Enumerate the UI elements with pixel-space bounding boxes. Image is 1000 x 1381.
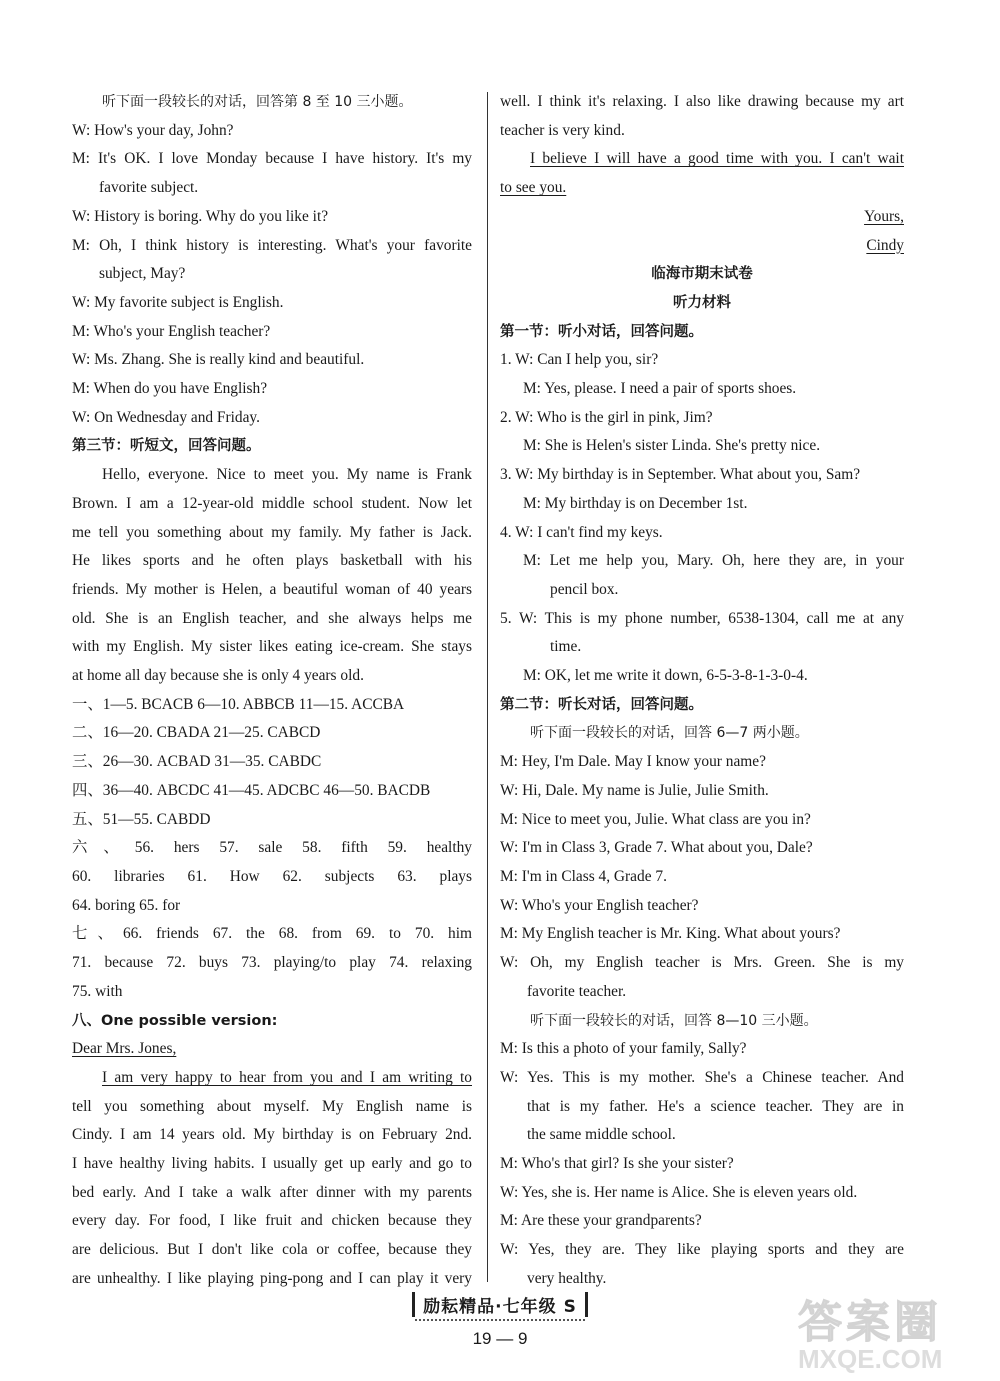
left-text-line: subject, May? (99, 265, 186, 283)
right-text-line: W: I'm in Class 3, Grade 7. What about you, Dale? (500, 839, 813, 857)
left-text-line: 一、1—5. BCACB 6—10. ABBCB 11—15. ACCBA (72, 695, 405, 713)
right-text-line: M: Is this a photo of your family, Sally? (500, 1040, 747, 1058)
right-text-line: 第二节：听长对话，回答问题。 (500, 696, 703, 713)
left-text-line: W: On Wednesday and Friday. (72, 408, 260, 426)
right-text-line: 2. W: Who is the girl in pink, Jim? (500, 408, 713, 426)
right-text-line: the same middle school. (527, 1126, 676, 1144)
watermark-logo (798, 1286, 988, 1376)
right-text-line: W: Oh, my English teacher is Mrs. Green. She is my (500, 954, 904, 972)
left-text-line: I am very happy to hear from you and I am writing to (102, 1068, 472, 1086)
left-text-line: W: My favorite subject is English. (72, 293, 284, 311)
left-text-line: M: It's OK. I love Monday because I have history. It's my (72, 150, 472, 168)
left-text-line: He likes sports and he often plays basketball with his (72, 552, 472, 570)
right-text-line: well. I think it's relaxing. I also like drawing because my art (500, 93, 904, 110)
left-column (72, 88, 472, 1294)
watermark-top-text: 答案圈 (798, 1297, 942, 1348)
right-text-line: M: She is Helen's sister Linda. She's pretty nice. (523, 437, 821, 455)
left-text-line: Dear Mrs. Jones, (72, 1040, 177, 1058)
left-text-line: 四、36—40. ABCDC 41—45. ADCBC 46—50. BACDB (72, 781, 431, 799)
left-text-line: 60. libraries 61. How 62. subjects 63. plays (72, 867, 472, 885)
right-text-line: 1. W: Can I help you, sir? (500, 351, 659, 369)
left-text-line: every day. For food, I like fruit and chicken because they (72, 1212, 472, 1230)
right-text-line: M: OK, let me write it down, 6-5-3-8-1-3-0-4. (523, 667, 808, 685)
left-text-line: are unhealthy. I like playing ping-pong and I can play it very (72, 1269, 472, 1287)
right-text-line: W: Yes, they are. They like playing sports and they are (500, 1241, 904, 1259)
left-text-line: W: Ms. Zhang. She is really kind and beautiful. (72, 351, 365, 369)
footer-dotted-rule (415, 1319, 585, 1321)
left-text-line: 五、51—55. CABDD (72, 810, 211, 828)
right-text-line: M: My birthday is on December 1st. (523, 494, 748, 512)
left-text-line: are delicious. But I don't like cola or coffee, because they (72, 1241, 472, 1259)
left-text-line: 75. with (72, 982, 123, 1000)
left-text-line: 三、26—30. ACBAD 31—35. CABDC (72, 753, 322, 771)
left-text-line: Brown. I am a 12-year-old middle school student. Now let (72, 494, 472, 512)
left-text-line: 二、16—20. CBADA 21—25. CABCD (72, 724, 321, 742)
left-text-line: 第三节：听短文，回答问题。 (72, 438, 261, 455)
right-text-line: W: Who's your English teacher? (500, 896, 699, 914)
left-text-line: I have healthy living habits. I usually get up early and go to (72, 1155, 472, 1173)
right-text-line: pencil box. (550, 580, 619, 598)
right-text-line: W: Hi, Dale. My name is Julie, Julie Smith. (500, 781, 769, 799)
right-text-line: time. (550, 638, 582, 656)
left-text-line: bed early. And I take a walk after dinner with my parents (72, 1183, 472, 1201)
right-text-line: Cindy (866, 236, 904, 254)
right-text-line: M: Hey, I'm Dale. May I know your name? (500, 753, 766, 771)
left-text-line: M: Who's your English teacher? (72, 322, 271, 340)
right-text-line: M: Nice to meet you, Julie. What class are you in? (500, 810, 811, 828)
watermark-bottom-text: MXQE.COM (798, 1344, 943, 1374)
left-text-line: 听下面一段较长的对话，回答第 8 至 10 三小题。 (102, 94, 413, 110)
left-text-line: old. She is an English teacher, and she always helps me (72, 609, 472, 627)
right-text-line: M: Are these your grandparents? (500, 1212, 702, 1230)
left-text-line: Hello, everyone. Nice to meet you. My name is Frank (102, 466, 472, 484)
right-text-line: M: Let me help you, Mary. Oh, here they are, in your (523, 552, 904, 570)
right-text-line: I believe I will have a good time with you. I can't wait (530, 150, 904, 168)
left-text-line: 64. boring 65. for (72, 896, 181, 914)
left-text-line: favorite subject. (99, 179, 199, 197)
right-text-line: 4. W: I can't find my keys. (500, 523, 663, 541)
right-text-line: very healthy. (527, 1269, 607, 1287)
column-divider (487, 92, 488, 1282)
right-text-line: 听力材料 (673, 294, 731, 311)
left-text-line: W: History is boring. Why do you like it? (72, 207, 329, 225)
left-text-line: 八、One possible version: (72, 1012, 278, 1029)
right-text-line: M: I'm in Class 4, Grade 7. (500, 867, 667, 885)
left-text-line: 六、56. hers 57. sale 58. fifth 59. healthy (72, 839, 472, 857)
left-text-line: me tell you something about my family. My father is Jack. (72, 523, 472, 541)
left-text-line: tell you something about myself. My English name is (72, 1097, 472, 1115)
right-text-line: 5. W: This is my phone number, 6538-1304, call me at any (500, 609, 904, 627)
right-column (500, 88, 904, 1294)
right-text-line: 第一节：听小对话，回答问题。 (500, 323, 703, 340)
right-text-line: to see you. (500, 179, 567, 197)
left-text-line: W: How's your day, John? (72, 121, 234, 139)
right-text-line: 听下面一段较长的对话，回答 6—7 两小题。 (530, 725, 809, 742)
right-text-line: Yours, (864, 207, 904, 225)
right-text-line: favorite teacher. (527, 982, 627, 1000)
left-text-line: with my English. My sister likes eating ice-cream. She stays (72, 638, 472, 656)
left-text-line: 71. because 72. buys 73. playing/to play 74. relaxing (72, 954, 472, 972)
right-text-line: that is my father. He's a science teacher. They are in (527, 1097, 904, 1115)
right-text-line: M: My English teacher is Mr. King. What about yours? (500, 925, 841, 943)
right-text-line: 3. W: My birthday is in September. What about you, Sam? (500, 466, 861, 484)
left-text-line: friends. My mother is Helen, a beautiful woman of 40 years (72, 580, 472, 598)
left-text-line: M: Oh, I think history is interesting. What's your favorite (72, 236, 472, 254)
left-text-line: M: When do you have English? (72, 380, 268, 398)
right-text-line: M: Who's that girl? Is she your sister? (500, 1155, 734, 1173)
right-text-line: 临海市期末试卷 (651, 266, 753, 283)
right-text-line: M: Yes, please. I need a pair of sports shoes. (523, 380, 797, 398)
page-number: 19 — 9 (472, 1329, 528, 1348)
right-text-line: W: Yes, she is. Her name is Alice. She is eleven years old. (500, 1183, 858, 1201)
right-text-line: 听下面一段较长的对话，回答 8—10 三小题。 (530, 1012, 818, 1029)
left-text-line: at home all day because she is only 4 years old. (72, 667, 364, 685)
right-text-line: teacher is very kind. (500, 121, 625, 139)
left-text-line: Cindy. I am 14 years old. My birthday is on February 2nd. (72, 1126, 472, 1144)
left-text-line: 七、66. friends 67. the 68. from 69. to 70. him (72, 925, 472, 943)
right-text-line: W: Yes. This is my mother. She's a Chinese teacher. And (500, 1068, 904, 1086)
brand-label: 励耘精品·七年级 S (412, 1292, 588, 1317)
